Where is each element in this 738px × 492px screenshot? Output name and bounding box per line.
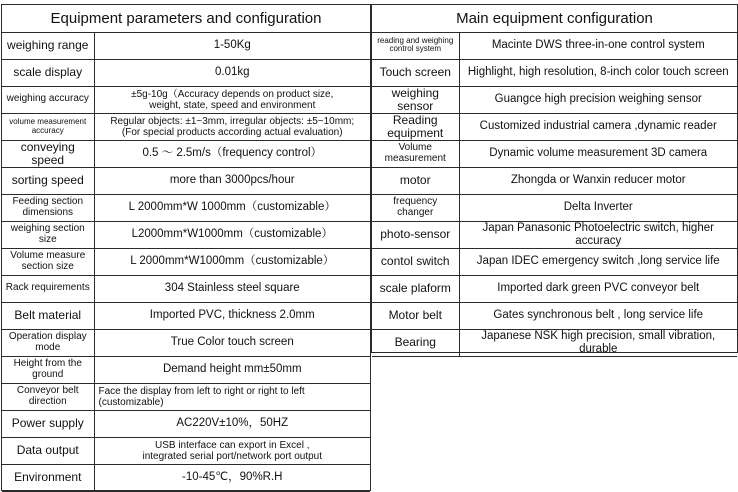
row-value-line: Regular objects: ±1~3mm, irregular objects: ±5~10mm; [110, 115, 355, 127]
row-value [94, 32, 370, 59]
equipment-parameters-table [2, 32, 370, 492]
table-row [372, 113, 737, 140]
row-value-line: AC220V±10%，50HZ [176, 417, 289, 430]
table-row [2, 464, 370, 491]
table-row [2, 221, 370, 248]
row-value-line: Face the display from left to right or right to left [98, 385, 305, 397]
row-value: Macinte DWS three-in-one control system [459, 32, 737, 59]
row-value [94, 113, 370, 140]
row-value [94, 194, 370, 221]
table-row [372, 221, 737, 248]
table-row [2, 86, 370, 113]
row-value-line: L2000mm*W1000mm（customizable） [131, 228, 333, 241]
row-value-line: 1-50Kg [213, 39, 251, 52]
row-label: Feeding section dimensions [2, 194, 94, 221]
table-row [372, 248, 737, 275]
row-value [94, 86, 370, 113]
row-value-line: 304 Stainless steel square [164, 282, 300, 295]
equipment-parameters-panel [1, 4, 371, 491]
row-value [94, 329, 370, 356]
table-row [2, 113, 370, 140]
row-value-line: L 2000mm*W1000mm（customizable） [130, 255, 335, 268]
table-row [2, 329, 370, 356]
row-label: weighing section size [2, 221, 94, 248]
row-label: weighing range [2, 32, 94, 59]
table-row [372, 140, 737, 167]
row-label: Rack requirements [2, 275, 94, 302]
table-row [372, 86, 737, 113]
main-configuration-title: Main equipment configuration [372, 5, 737, 33]
row-value: Japan IDEC emergency switch ,long service life [459, 248, 737, 275]
row-label: contol switch [372, 248, 459, 275]
row-label: Environment [2, 464, 94, 491]
row-value [94, 140, 370, 167]
main-configuration-table [372, 32, 737, 357]
row-value [94, 302, 370, 329]
row-label: Bearing [372, 329, 459, 356]
table-row [2, 140, 370, 167]
row-value-line: more than 3000pcs/hour [169, 174, 295, 187]
row-label: Reading equipment [372, 113, 459, 140]
row-label: scale display [2, 59, 94, 86]
row-label: Power supply [2, 410, 94, 437]
row-value [94, 464, 370, 491]
row-label: weighing accuracy [2, 86, 94, 113]
row-label: motor [372, 167, 459, 194]
row-label: volume measurement accuracy [2, 113, 94, 140]
row-label: photo-sensor [372, 221, 459, 248]
row-value: Delta Inverter [459, 194, 737, 221]
row-value [94, 221, 370, 248]
row-value: Gates synchronous belt , long service life [459, 302, 737, 329]
table-row [372, 302, 737, 329]
row-value: Dynamic volume measurement 3D camera [459, 140, 737, 167]
row-label: Belt material [2, 302, 94, 329]
row-value-line: True Color touch screen [170, 336, 294, 349]
row-label: Height from the ground [2, 356, 94, 383]
row-value-line: integrated serial port/network port output [142, 450, 323, 462]
row-value: Japanese NSK high precision, small vibration, durable [459, 329, 737, 356]
main-configuration-panel [371, 4, 738, 353]
row-label: Volume measure section size [2, 248, 94, 275]
equipment-parameters-title: Equipment parameters and configuration [2, 5, 370, 33]
table-row [372, 32, 737, 59]
row-value-line: (customizable) [98, 396, 164, 408]
table-row [2, 248, 370, 275]
table-row [372, 59, 737, 86]
row-value: Imported dark green PVC conveyor belt [459, 275, 737, 302]
row-value: Guangce high precision weighing sensor [459, 86, 737, 113]
row-value-line: Demand height mm±50mm [162, 363, 302, 376]
row-value: Japan Panasonic Photoelectric switch, higher accuracy [459, 221, 737, 248]
row-label: Data output [2, 437, 94, 464]
row-value-line: (For special products according actual evaluation) [121, 126, 343, 138]
row-value-line: 0.01kg [214, 66, 250, 79]
row-value-line: -10-45℃，90%R.H [182, 471, 283, 484]
table-row [2, 356, 370, 383]
table-row [372, 194, 737, 221]
row-value-line: weight, state, speed and environment [149, 99, 316, 111]
row-value: Zhongda or Wanxin reducer motor [459, 167, 737, 194]
table-row [2, 410, 370, 437]
row-value [94, 59, 370, 86]
row-label: weighing sensor [372, 86, 459, 113]
row-value: Customized industrial camera ,dynamic reader [459, 113, 737, 140]
table-row [2, 167, 370, 194]
row-label: Volume measurement [372, 140, 459, 167]
row-value [94, 275, 370, 302]
table-row [372, 167, 737, 194]
row-label: Motor belt [372, 302, 459, 329]
table-row [2, 59, 370, 86]
row-label: frequency changer [372, 194, 459, 221]
table-row [372, 329, 737, 356]
row-value [94, 356, 370, 383]
row-label: Touch screen [372, 59, 459, 86]
row-value-line: ±5g-10g（Accuracy depends on product size, [131, 88, 334, 100]
table-row [2, 437, 370, 464]
table-row [2, 32, 370, 59]
row-value [94, 410, 370, 437]
row-value [94, 248, 370, 275]
row-value-line: USB interface can export in Excel , [154, 439, 310, 451]
row-value: Highlight, high resolution, 8-inch color touch screen [459, 59, 737, 86]
row-value [94, 437, 370, 464]
row-label: Conveyor belt direction [2, 383, 94, 410]
row-label: Operation display mode [2, 329, 94, 356]
table-row [2, 302, 370, 329]
row-label: sorting speed [2, 167, 94, 194]
row-value-line: Imported PVC, thickness 2.0mm [149, 309, 315, 322]
row-label: reading and weighing control system [372, 32, 459, 59]
table-row [372, 275, 737, 302]
row-label: conveying speed [2, 140, 94, 167]
table-row [2, 383, 370, 410]
row-value [94, 383, 370, 410]
table-row [2, 194, 370, 221]
row-label: scale plaform [372, 275, 459, 302]
row-value-line: 0.5 ～ 2.5m/s（frequency control） [142, 147, 323, 160]
row-value [94, 167, 370, 194]
table-row [2, 275, 370, 302]
row-value-line: L 2000mm*W 1000mm（customizable） [128, 201, 336, 214]
